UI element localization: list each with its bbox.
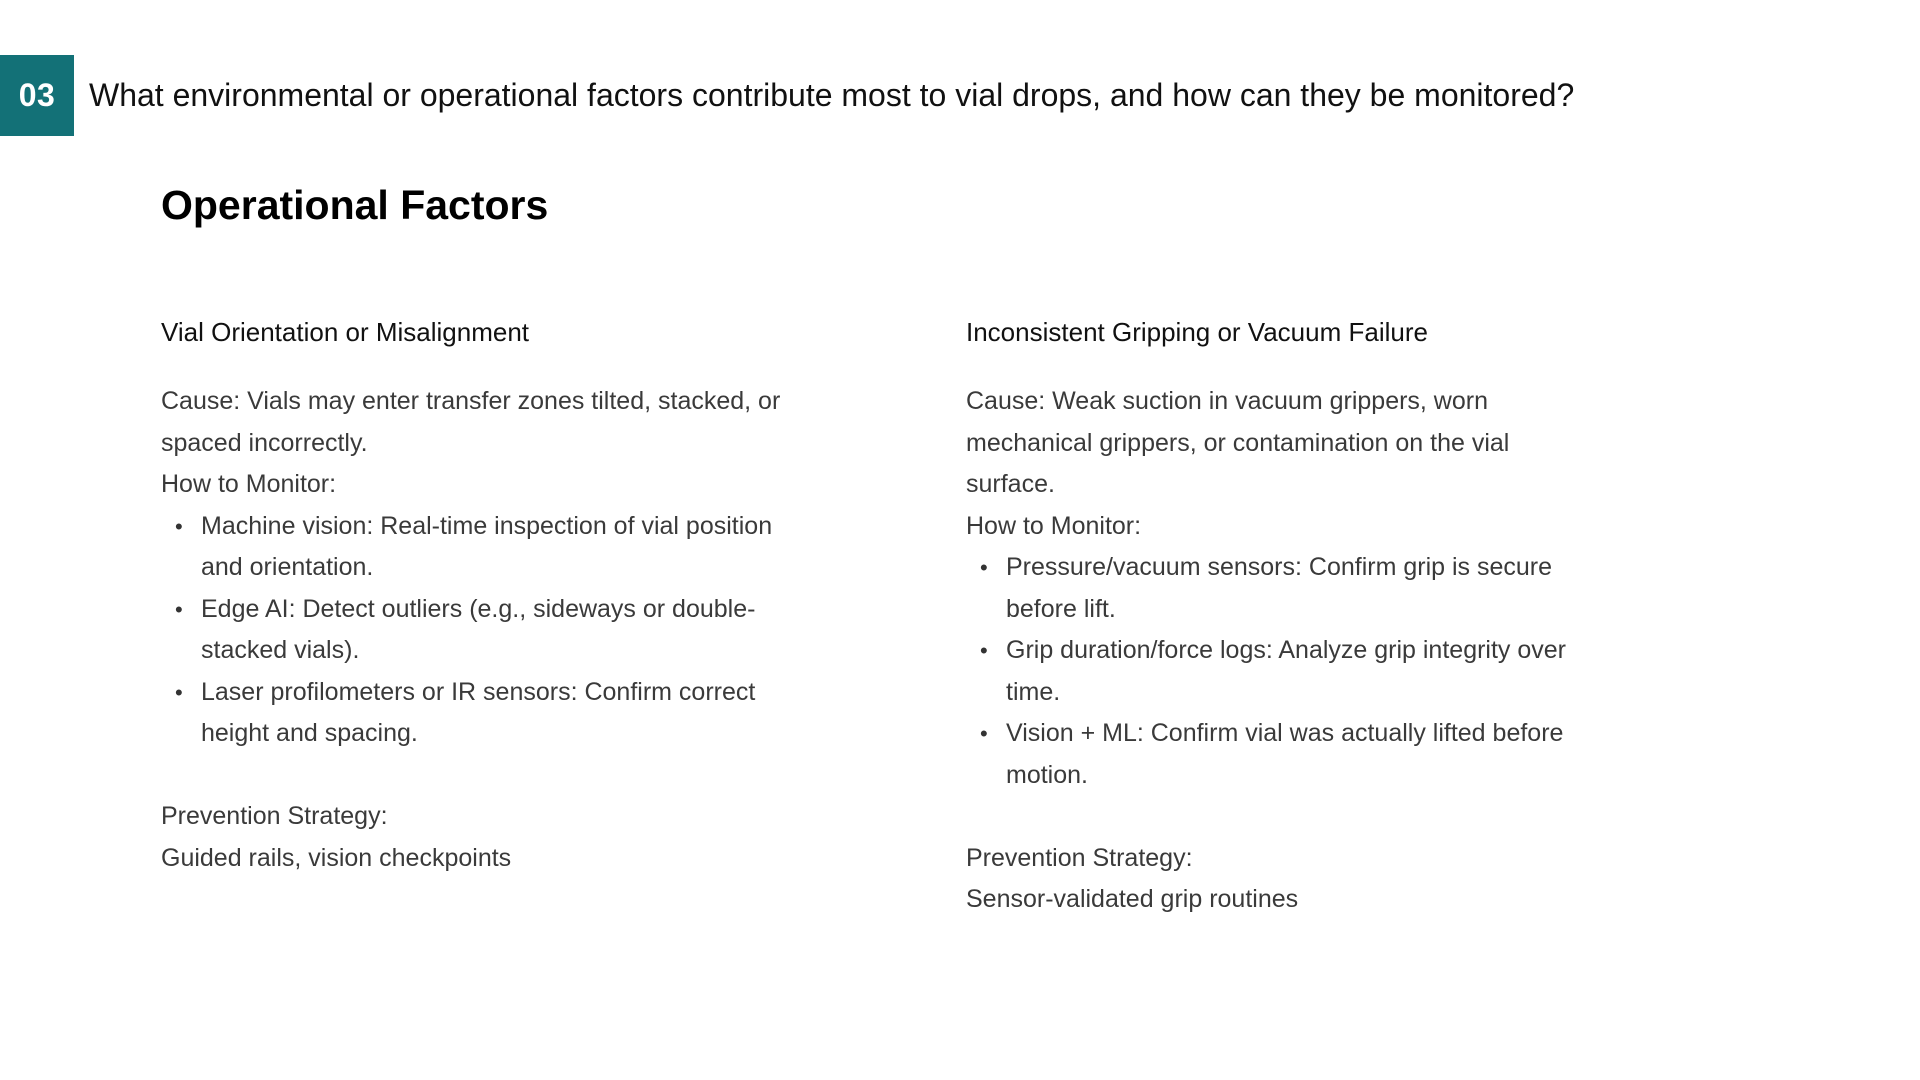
question-header xyxy=(0,55,1574,136)
question-text: What environmental or operational factors contribute most to vial drops, and how can they be monitored? xyxy=(89,77,1575,113)
monitor-label: How to Monitor: xyxy=(161,470,337,498)
cause-text: Cause: Weak suction in vacuum grippers, worn mechanical grippers, or contamination on the vial surface. xyxy=(966,387,1510,498)
cause-text: Cause: Vials may enter transfer zones tilted, stacked, or spaced incorrectly. xyxy=(161,387,781,457)
prevention-label: Prevention Strategy: xyxy=(966,843,1193,872)
factor-heading: Vial Orientation or Misalignment xyxy=(161,317,530,347)
list-item: • Laser profilometers or IR sensors: Confirm correct height and spacing. xyxy=(161,672,781,755)
prevention-value: Guided rails, vision checkpoints xyxy=(161,843,512,872)
monitor-list xyxy=(966,547,1586,796)
factor-body xyxy=(161,381,781,879)
question-number-badge: 03 xyxy=(0,55,74,136)
prevention-value: Sensor-validated grip routines xyxy=(966,885,1299,913)
spacer xyxy=(966,796,1586,838)
list-item: • Vision + ML: Confirm vial was actually lifted before motion. xyxy=(966,713,1586,796)
list-item: • Grip duration/force logs: Analyze grip integrity over time. xyxy=(966,630,1586,713)
list-item: • Pressure/vacuum sensors: Confirm grip is secure before lift. xyxy=(966,547,1586,630)
factor-heading: Inconsistent Gripping or Vacuum Failure xyxy=(966,317,1428,347)
list-item: • Edge AI: Detect outliers (e.g., sideways or double-stacked vials). xyxy=(161,589,781,672)
factor-body xyxy=(966,381,1586,921)
monitor-list xyxy=(161,506,781,755)
factor-column-orientation xyxy=(161,314,781,879)
monitor-label: How to Monitor: xyxy=(966,511,1142,540)
prevention-label: Prevention Strategy: xyxy=(161,802,388,830)
spacer xyxy=(161,755,781,797)
section-title: Operational Factors xyxy=(161,182,549,228)
factor-column-gripping xyxy=(966,314,1586,921)
list-item: • Machine vision: Real-time inspection of vial position and orientation. xyxy=(161,506,781,589)
